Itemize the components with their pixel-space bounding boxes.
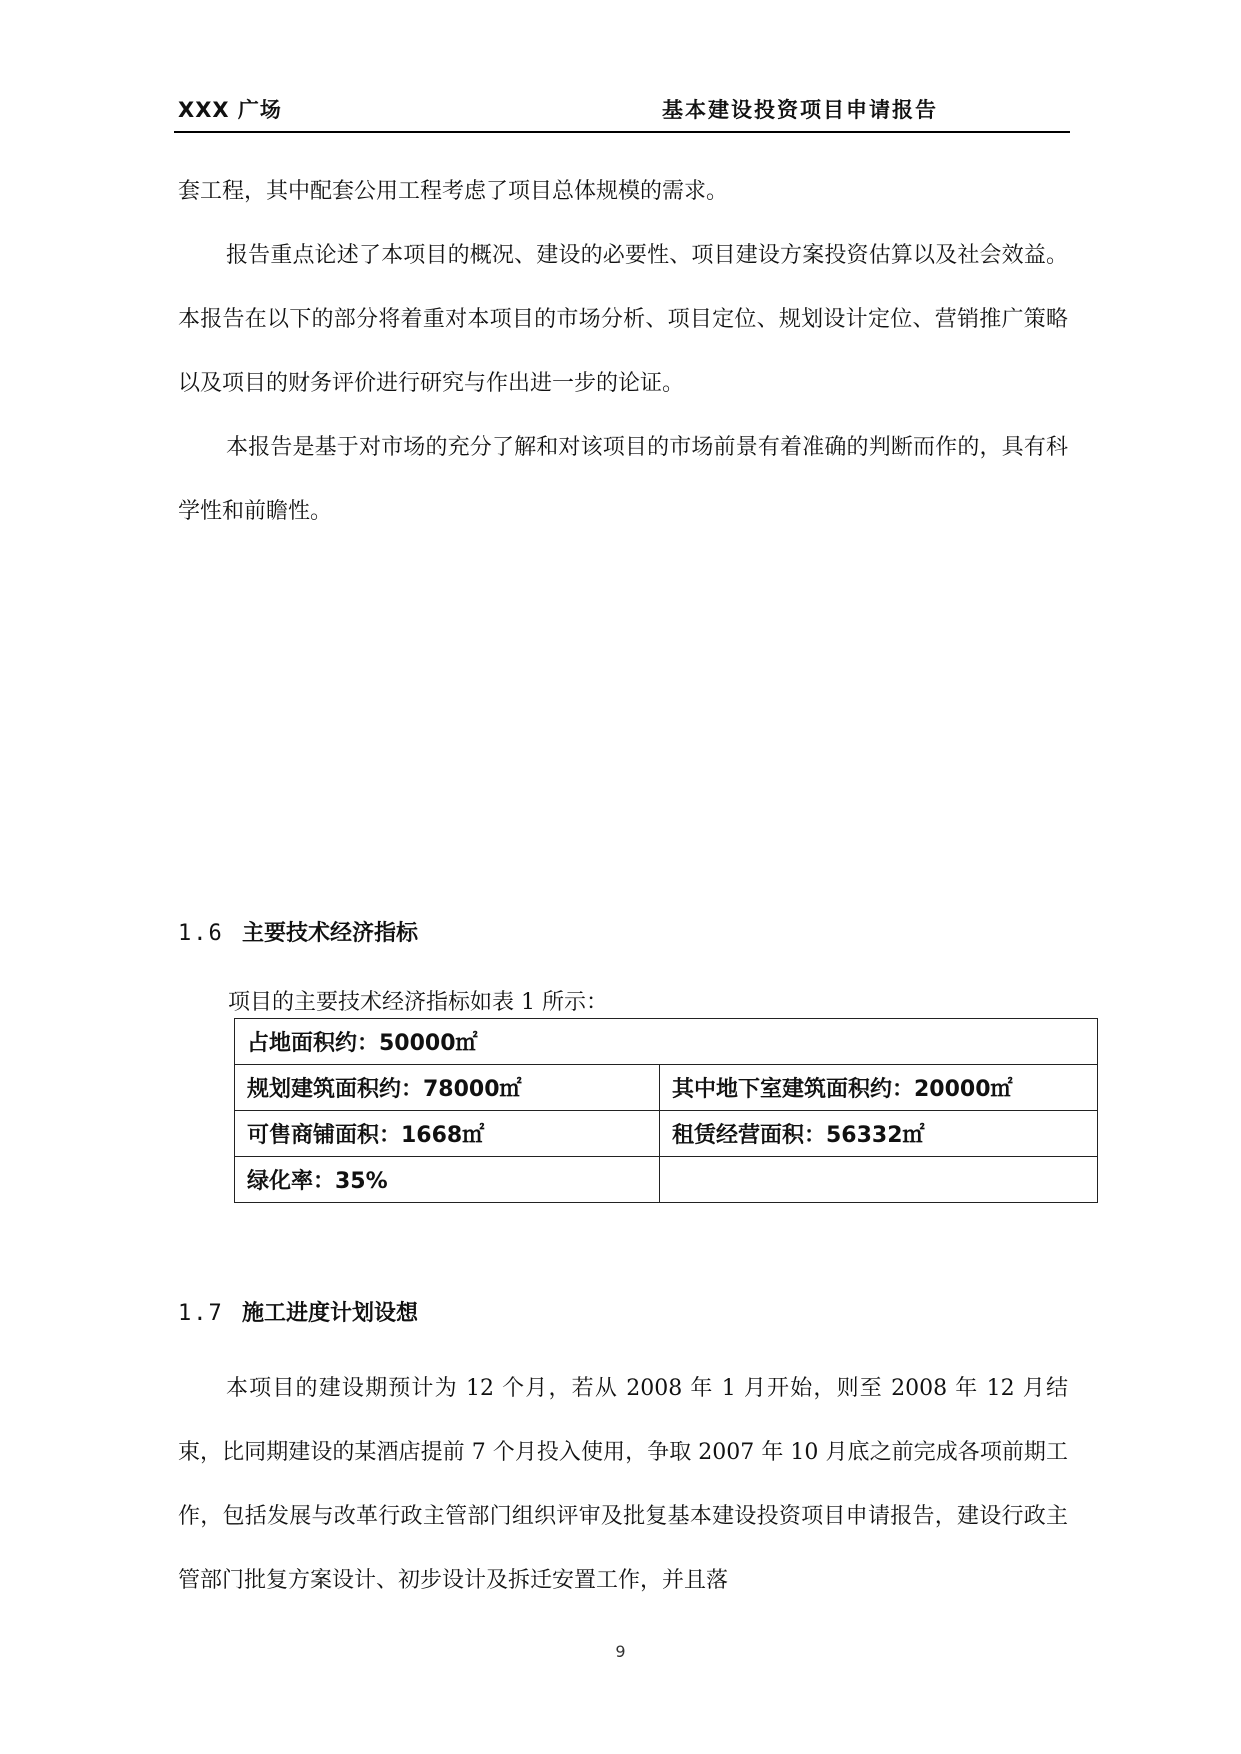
section-title: 主要技术经济指标 — [242, 921, 419, 946]
header-company-name: XXX 广场 — [178, 98, 282, 122]
table-cell-greening-rate: 绿化率：35% — [235, 1157, 660, 1203]
page-number: 9 — [615, 1642, 626, 1661]
header-divider — [174, 131, 1070, 133]
section-heading-1-6 — [178, 916, 418, 947]
table-row — [235, 1065, 1098, 1111]
table-row — [235, 1157, 1098, 1203]
section-number: 1.7 — [178, 1301, 224, 1326]
table-cell-planned-building-area: 规划建筑面积约：78000㎡ — [235, 1065, 660, 1111]
table-row — [235, 1019, 1098, 1065]
paragraph-construction-schedule: 本项目的建设期预计为 12 个月，若从 2008 年 1 月开始，则至 2008 年 12 月结束，比同期建设的某酒店提前 7 个月投入使用，争取 2007 年 10 月底之前完成各项前期工作，包括发展与改革行政主管部门组织评审及批复基本建设投资项目申请报告，建设行政主管部门批复方案设计、初步设计及拆迁安置工作，并且落 — [178, 1376, 1068, 1593]
table-row — [235, 1111, 1098, 1157]
table-cell-empty — [660, 1157, 1098, 1203]
section-title: 施工进度计划设想 — [242, 1301, 419, 1326]
section-number: 1.6 — [178, 921, 224, 946]
table-cell-leasing-area: 租赁经营面积：56332㎡ — [660, 1111, 1098, 1157]
section-heading-1-7 — [178, 1296, 418, 1327]
table-cell-land-area: 占地面积约：50000㎡ — [235, 1019, 1098, 1065]
paragraph-report-focus: 报告重点论述了本项目的概况、建设的必要性、项目建设方案投资估算以及社会效益。本报告在以下的部分将着重对本项目的市场分析、项目定位、规划设计定位、营销推广策略以及项目的财务评价进行研究与作出进一步的论证。 — [178, 243, 1068, 396]
table-intro-text: 项目的主要技术经济指标如表 1 所示： — [228, 990, 608, 1015]
table-cell-saleable-shop-area: 可售商铺面积：1668㎡ — [235, 1111, 660, 1157]
paragraph-report-basis: 本报告是基于对市场的充分了解和对该项目的市场前景有着准确的判断而作的，具有科学性和前瞻性。 — [178, 435, 1068, 524]
paragraph-continuation: 套工程，其中配套公用工程考虑了项目总体规模的需求。 — [178, 179, 729, 204]
header-document-title: 基本建设投资项目申请报告 — [662, 98, 938, 122]
table-cell-basement-area: 其中地下室建筑面积约：20000㎡ — [660, 1065, 1098, 1111]
technical-economic-indicators-table — [234, 1018, 1098, 1203]
